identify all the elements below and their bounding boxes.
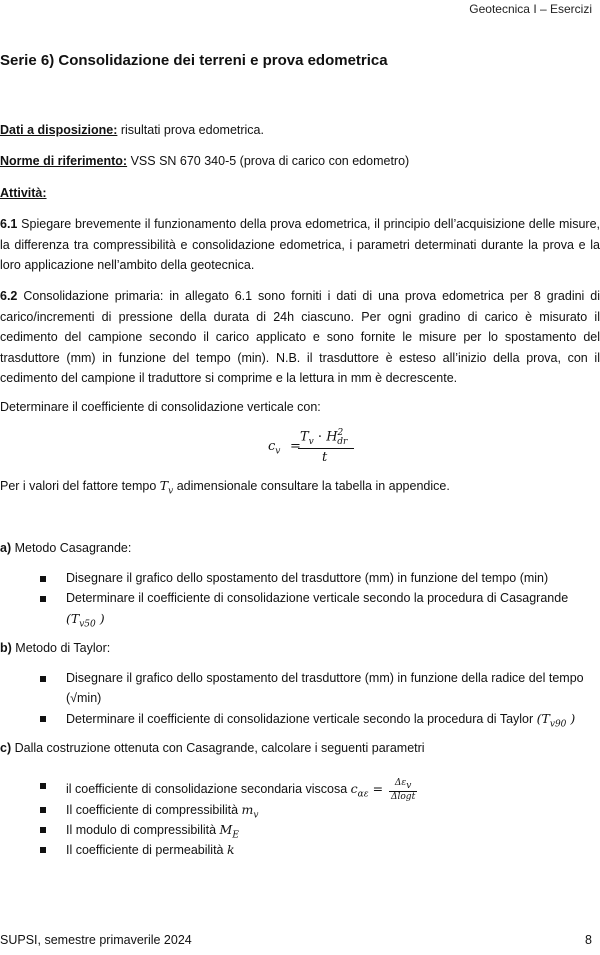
page-header: Geotecnica I – Esercizi — [469, 2, 592, 16]
exercise-6-1 — [0, 214, 600, 276]
formula-equals: = — [290, 439, 301, 454]
consolidation-formula — [268, 428, 358, 468]
section-a-heading: a) Metodo Casagrande: — [0, 541, 132, 555]
given-data-line — [0, 123, 264, 137]
footer-course: SUPSI, semestre primaverile 2024 — [0, 933, 192, 947]
secondary-coefficient-fraction: $\frac{\Delta\varepsilon_v}{\Delta\log t}$ — [391, 778, 416, 802]
exercise-text: Consolidazione primaria: in allegato 6.1 sono forniti i dati di una prova edometrica per 8 gradini di carico/incrementi di pressione della durata di 24h ciascuno. Per ogni gradino di carico è misurato il cedimento del campione secondo il carico applicato e sono fornite le misure per lo spostamento del trasduttore (mm) in funzione del tempo (min). N.B. il trasduttore è esteso all’inizio della prova, con il cedimento del campione il traduttore si comprime e la lettura in mm è decrescente. — [0, 289, 600, 385]
bullet-icon — [40, 827, 46, 833]
activities-heading: Attività: — [0, 186, 47, 200]
norms-line — [0, 154, 409, 168]
exercise-text: Spiegare brevemente il funzionamento della prova edometrica, il principio dell’acquisizione delle misure, la differenza tra compressibilità e consolidazione edometrica, i parametri determinati durante la prova e la loro applicazione nell’ambito della geotecnica. — [0, 217, 600, 272]
bullet-icon — [40, 676, 46, 682]
given-label: Dati a disposizione: — [0, 123, 118, 137]
page-title: Serie 6) Consolidazione dei terreni e prova edometrica — [0, 52, 388, 69]
section-b-heading: b) Metodo di Taylor: — [0, 641, 111, 655]
norms-label: Norme di riferimento: — [0, 154, 128, 168]
norms-value: VSS SN 670 340-5 (prova di carico con edometro) — [127, 154, 410, 168]
bullet-icon — [40, 596, 46, 602]
bullet-icon — [40, 807, 46, 813]
fraction-bar — [298, 448, 354, 449]
formula-lhs: $c_v$ — [268, 439, 281, 457]
exercise-6-2 — [0, 286, 600, 389]
page-number: 8 — [585, 933, 592, 947]
formula-denominator: t — [322, 450, 328, 465]
bullet-icon — [40, 847, 46, 853]
exercise-number: 6.2 — [0, 289, 18, 303]
bullet-icon — [40, 576, 46, 582]
exercise-number: 6.1 — [0, 217, 18, 231]
bullet-icon — [40, 783, 46, 789]
formula-numerator: $T_v \cdot H^2_{dr}$ — [300, 428, 348, 447]
bullet-icon — [40, 716, 46, 722]
time-factor-line: Per i valori del fattore tempo $T_v$ adimensionale consultare la tabella in appendice. — [0, 478, 450, 497]
given-value: risultati prova edometrica. — [117, 123, 264, 137]
determine-line: Determinare il coefficiente di consolidazione verticale con: — [0, 400, 321, 414]
section-c-heading: c) Dalla costruzione ottenuta con Casagrande, calcolare i seguenti parametri — [0, 741, 425, 755]
